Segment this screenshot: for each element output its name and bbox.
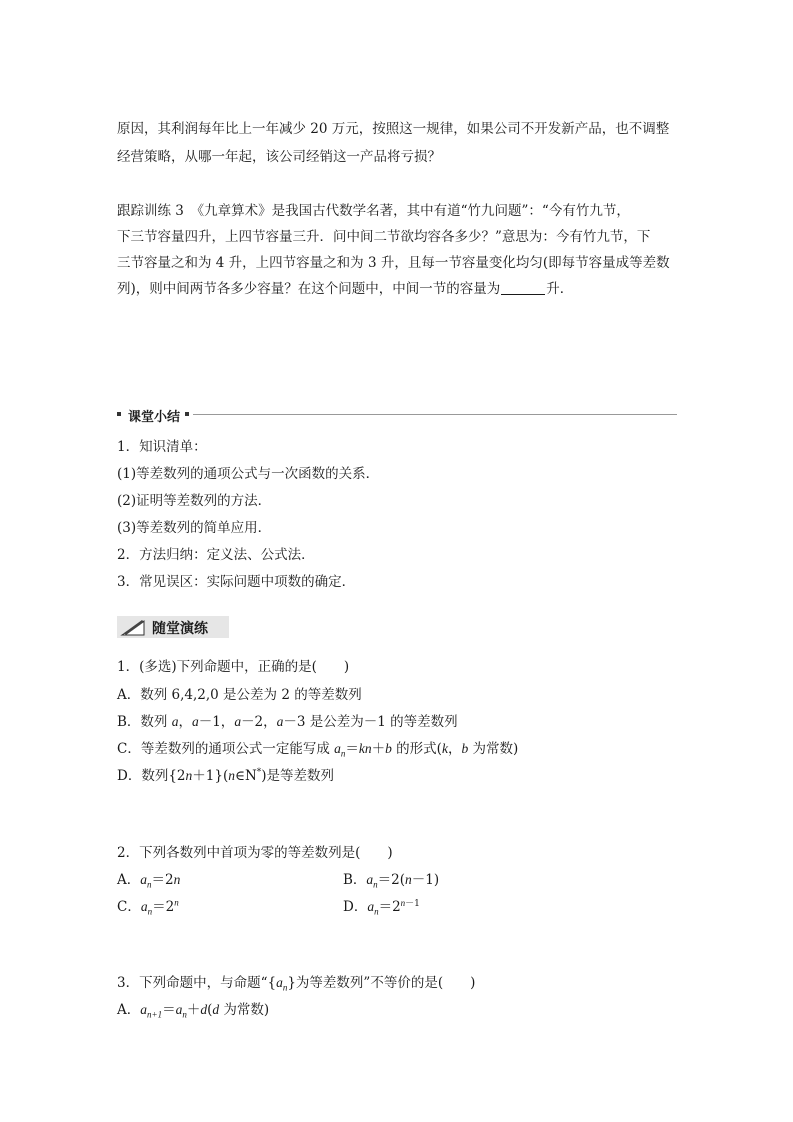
summary-item: 3．常见误区：实际问题中项数的确定． — [117, 574, 356, 590]
q2-option-b: B．$a_n=2(n-1)$ — [343, 872, 440, 890]
q3-option-a: A．$a_{n+1}=a_n+d(d$ 为常数) — [117, 1002, 270, 1020]
summary-item: 1．知识清单： — [117, 439, 207, 455]
summary-item: (1)等差数列的通项公式与一次函数的关系． — [117, 466, 380, 482]
tracking-line-3: 三节容量之和为 4 升，上四节容量之和为 3 升，且每一节容量变化均匀(即每节容量成等差数 — [117, 255, 670, 271]
q2-option-a: A．$a_n=2n$ — [117, 872, 181, 890]
summary-item: 2．方法归纳：定义法、公式法． — [117, 547, 315, 563]
summary-item: (3)等差数列的简单应用． — [117, 520, 272, 536]
q1-option-b: B．数列 a，a－1，a－2，a－3 是公差为－1 的等差数列 — [117, 714, 458, 730]
q2-option-c: C．$a_n=2^n$ — [117, 897, 179, 917]
q2-stem: 2．下列各数列中首项为零的等差数列是( ) — [117, 845, 393, 861]
header-rule — [193, 414, 677, 415]
practice-title: 随堂演练 — [152, 621, 208, 637]
tracking-line-1: 跟踪训练 3 《九章算术》是我国古代数学名著，其中有道“竹九问题”：“今有竹九节， — [117, 203, 630, 219]
tracking-line-4: 列)，则中间两节各多少容量？在这个问题中，中间一节的容量为 升． — [117, 281, 574, 297]
q1-stem: 1．(多选)下列命题中，正确的是( ) — [117, 659, 350, 675]
intro-line-1: 原因，其利润每年比上一年减少 20 万元，按照这一规律，如果公司不开发新产品，也不调整 — [117, 121, 670, 137]
q2-option-d: D．$a_n=2^{n-1}$ — [343, 897, 420, 917]
summary-item: (2)证明等差数列的方法． — [117, 493, 272, 509]
answer-blank[interactable] — [501, 282, 545, 295]
square-bullet-icon — [185, 412, 189, 416]
q1-option-a: A．数列 6,4,2,0 是公差为 2 的等差数列 — [117, 687, 362, 703]
q1-option-d: D．数列{2n＋1}(n∈N*)是等差数列 — [117, 767, 335, 784]
practice-header — [117, 616, 229, 638]
summary-title: 课堂小结 — [128, 410, 181, 425]
summary-header — [117, 405, 677, 425]
square-bullet-icon — [117, 412, 121, 416]
q3-stem: 3．下列命题中，与命题“$\{a_n\}$为等差数列”不等价的是( ) — [117, 975, 476, 993]
intro-line-2: 经营策略，从哪一年起，该公司经销这一产品将亏损？ — [117, 149, 441, 165]
tracking-line-2: 下三节容量四升，上四节容量三升．问中间二节欲均容各多少？”意思为：今有竹九节，下 — [117, 229, 651, 245]
q1-option-c: C．等差数列的通项公式一定能写成 $a_n=kn+b$ 的形式(k，b 为常数) — [117, 741, 519, 759]
pencil-icon — [120, 617, 146, 637]
